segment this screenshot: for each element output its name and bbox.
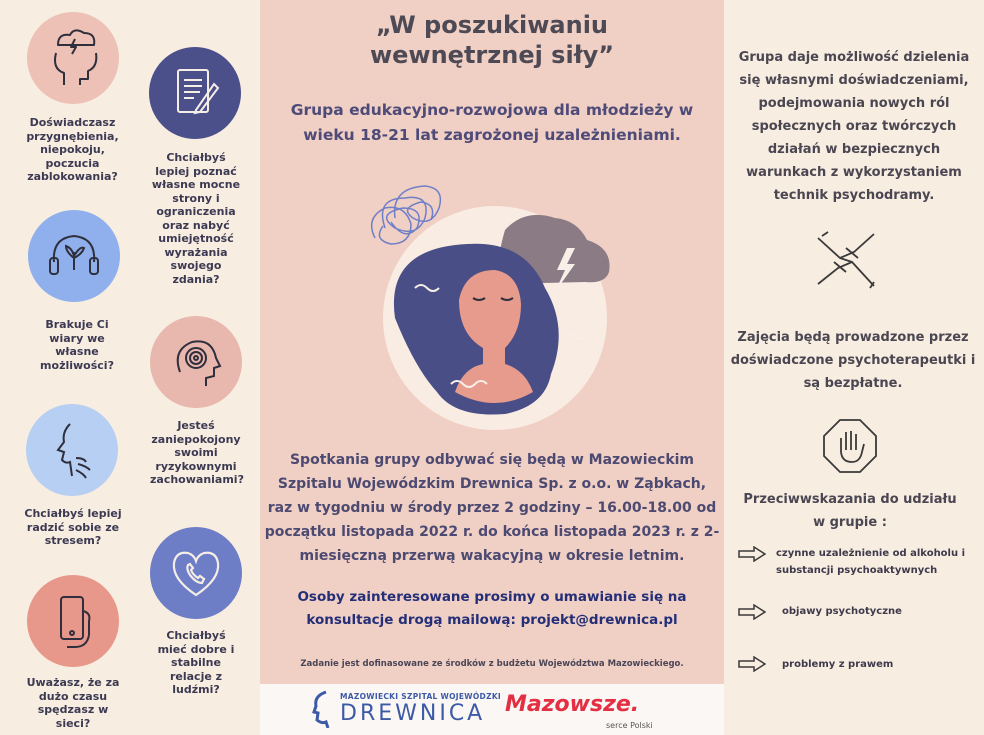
head-cloud-icon xyxy=(27,12,119,104)
head-spiral-icon xyxy=(150,316,242,408)
logos-bar xyxy=(260,684,724,735)
page-title: „W poszukiwaniu wewnętrznej siły” xyxy=(369,11,615,69)
left-a-text-4: Uważasz, że za dużo czasu spędzasz w sieci? xyxy=(26,676,120,730)
breathing-face-icon xyxy=(26,404,118,496)
left-b-text-3: Chciałbyś mieć dobre i stabilne relacje z ludźmi? xyxy=(157,629,235,696)
heart-phone-icon xyxy=(150,527,242,619)
left-b-text-1: Chciałbyś lepiej poznać własne mocne strony i ograniczenia oraz nabyć umiejętność wyrażania swojego zdania? xyxy=(151,151,241,286)
mazowsze-tagline: serce Polski xyxy=(606,721,653,730)
drewnica-profile-icon xyxy=(312,690,336,728)
illustration-woman xyxy=(355,178,635,436)
arrow-right-icon xyxy=(738,546,766,562)
arrow-right-icon xyxy=(738,604,766,620)
contra-item-1: czynne uzależnienie od alkoholu i substancji psychoaktywnych xyxy=(776,548,966,576)
contra-item-2: objawy psychotyczne xyxy=(782,606,902,617)
hands-together-icon xyxy=(814,228,878,292)
left-a-text-3: Chciałbyś lepiej radzić sobie ze stresem? xyxy=(24,507,122,547)
contra-item-3: problemy z prawem xyxy=(782,659,894,670)
drewnica-logo-big: DREWNICA xyxy=(340,701,486,726)
left-b-text-2: Jesteś zaniepokojony swoimi ryzykownymi zachowaniami? xyxy=(150,419,244,486)
therapists-note: Zajęcia będą prowadzone przez doświadczone psychoterapeutki i są bezpłatne. xyxy=(730,330,976,391)
headphones-plant-icon xyxy=(28,210,120,302)
mazowsze-logo: Mazowsze. xyxy=(505,692,640,717)
group-intro: Grupa daje możliwość dzielenia się własnymi doświadczeniami, podejmowania nowych ról społecznych oraz twórczych działań w bezpiecznych warunkach z wykorzystaniem technik psychodramy. xyxy=(738,50,970,203)
funding-note: Zadanie jest dofinasowane ze środków z budżetu Województwa Mazowieckiego. xyxy=(300,659,684,669)
meeting-info: Spotkania grupy odbywać się będą w Mazowieckim Szpitalu Wojewódzkim Drewnica Sp. z o.o. w Ząbkach, raz w tygodniu w środy przez 2 godziny – 16.00-18.00 od początku listopada 2022 r. do końca listopada 2023 r. z 2-miesięczną przerwą wakacyjną w okresie letnim. xyxy=(264,452,720,564)
contraindications-title: Przeciwwskazania do udziału w grupie : xyxy=(743,492,957,530)
left-a-text-1: Doświadczasz przygnębienia, niepokoju, poczucia zablokowania? xyxy=(26,116,119,183)
arrow-right-icon xyxy=(738,656,766,672)
contact-info: Osoby zainteresowane prosimy o umawianie się na konsultacje drogą mailową: projekt@drewnica.pl xyxy=(297,589,687,628)
left-a-text-2: Brakuje Ci wiary we własne możliwości? xyxy=(40,318,114,372)
phone-hand-icon xyxy=(27,575,119,667)
drewnica-logo-small: MAZOWIECKI SZPITAL WOJEWÓDZKI xyxy=(340,692,502,701)
subtitle: Grupa edukacyjno-rozwojowa dla młodzieży w wieku 18-21 lat zagrożonej uzależnieniami. xyxy=(290,101,694,144)
notepad-pen-icon xyxy=(149,47,241,139)
stop-hand-icon xyxy=(822,418,878,474)
